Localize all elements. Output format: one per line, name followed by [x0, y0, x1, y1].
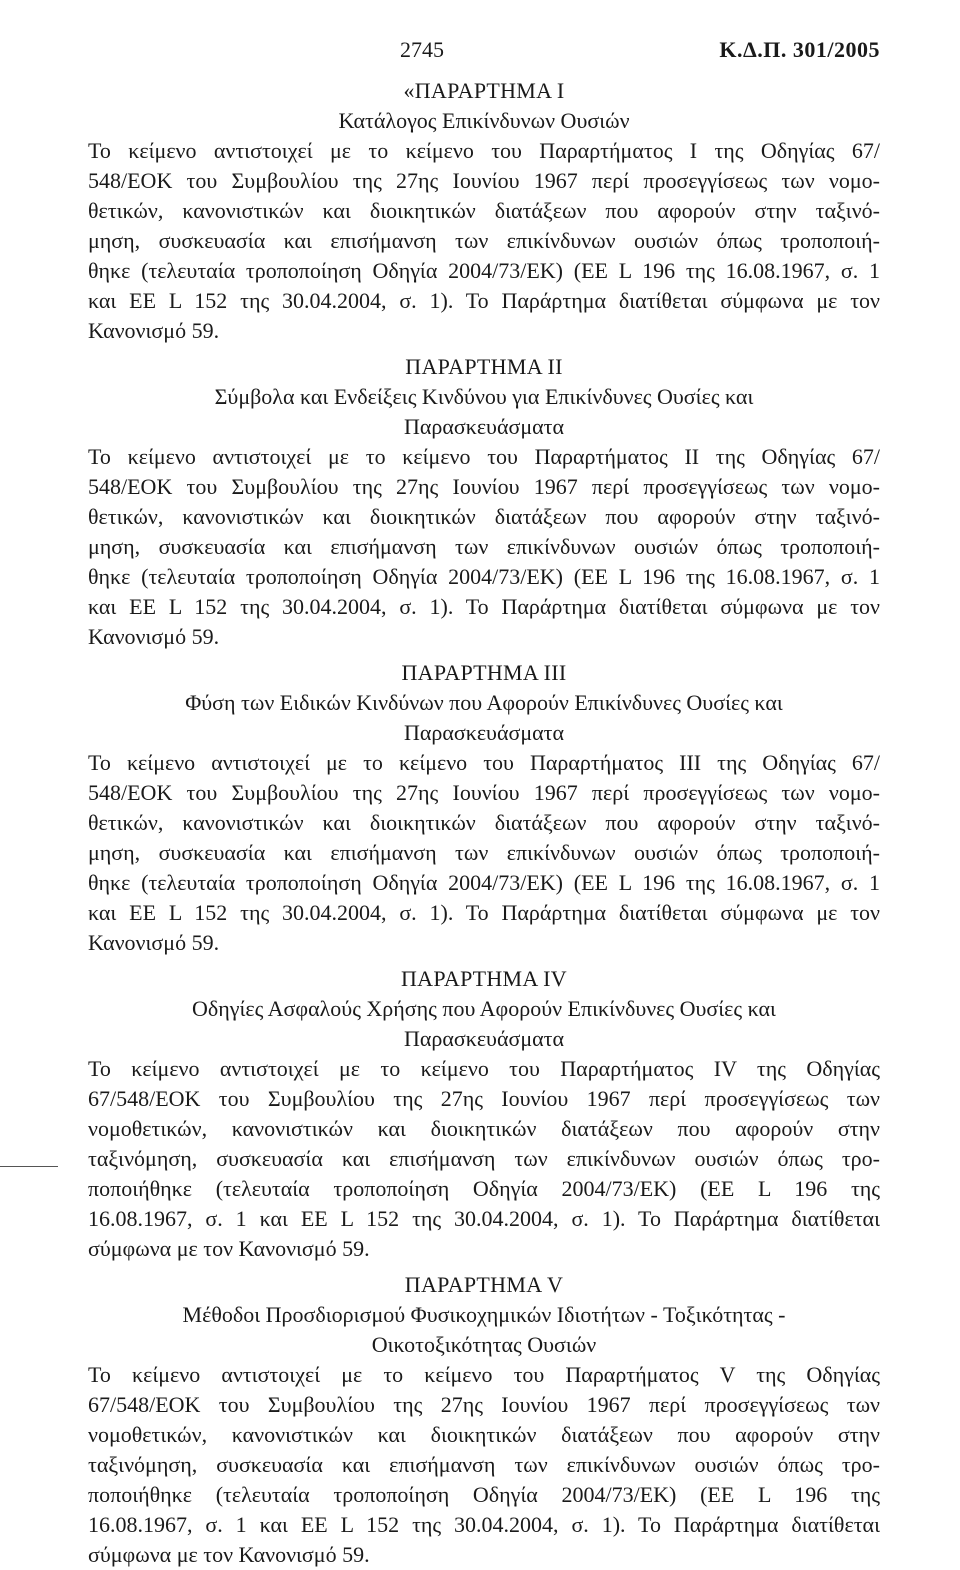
annex-section: [88, 1270, 880, 1570]
annex-body: [88, 1360, 880, 1570]
annex-body: [88, 1054, 880, 1264]
annex-body-line: ποποιήθηκε (τελευταία τροποποίηση Οδηγία 2004/73/ΕΚ) (ΕΕ L 196 της: [88, 1482, 880, 1507]
annex-body-line: μηση, συσκευασία και επισήμανση των επικίνδυνων ουσιών όπως τροποποιή-: [88, 534, 880, 559]
annex-body-line: σύμφωνα με τον Κανονισμό 59.: [88, 1542, 370, 1567]
journal-reference: Κ.Δ.Π. 301/2005: [719, 37, 880, 62]
annex-body-line: και ΕΕ L 152 της 30.04.2004, σ. 1). Το Παράρτημα διατίθεται σύμφωνα με τον: [88, 900, 880, 925]
annex-section: [88, 658, 880, 958]
annex-title: «ΠΑΡΑΡΤΗΜΑ Ι: [403, 78, 565, 103]
annex-body-line: Κανονισμό 59.: [88, 318, 220, 343]
annex-body-line: Κανονισμό 59.: [88, 624, 220, 649]
annex-body-line: θηκε (τελευταία τροποποίηση Οδηγία 2004/73/ΕΚ) (ΕΕ L 196 της 16.08.1967, σ. 1: [88, 564, 880, 589]
annex-section: [88, 352, 880, 652]
annex-body-line: θετικών, κανονιστικών και διοικητικών διατάξεων που αφορούν στην ταξινό-: [88, 198, 880, 223]
annex-body-line: Το κείμενο αντιστοιχεί με το κείμενο του Παραρτήματος V της Οδηγίας: [88, 1362, 880, 1387]
annex-subtitle-line: Μέθοδοι Προσδιορισμού Φυσικοχημικών Ιδιοτήτων - Τοξικότητας -: [182, 1302, 786, 1327]
annex-body-line: 67/548/ΕΟΚ του Συμβουλίου της 27ης Ιουνίου 1967 περί προσεγγίσεως των: [88, 1086, 880, 1111]
annex-subtitle-line: Φύση των Ειδικών Κινδύνων που Αφορούν Επικίνδυνες Ουσίες και: [185, 690, 783, 715]
document-page: [88, 36, 880, 1570]
annex-title: ΠΑΡΑΡΤΗΜΑ ΙΙ: [405, 354, 563, 379]
annex-body-line: θηκε (τελευταία τροποποίηση Οδηγία 2004/73/ΕΚ) (ΕΕ L 196 της 16.08.1967, σ. 1: [88, 870, 880, 895]
annex-body-line: μηση, συσκευασία και επισήμανση των επικίνδυνων ουσιών όπως τροποποιή-: [88, 228, 880, 253]
page-header: [88, 36, 880, 76]
annex-body-line: 16.08.1967, σ. 1 και ΕΕ L 152 της 30.04.2004, σ. 1). Το Παράρτημα διατίθεται: [88, 1512, 880, 1537]
annex-body-line: θετικών, κανονιστικών και διοικητικών διατάξεων που αφορούν στην ταξινό-: [88, 504, 880, 529]
annex-body-line: και ΕΕ L 152 της 30.04.2004, σ. 1). Το Παράρτημα διατίθεται σύμφωνα με τον: [88, 288, 880, 313]
annex-section: [88, 76, 880, 346]
annex-body-line: θηκε (τελευταία τροποποίηση Οδηγία 2004/73/ΕΚ) (ΕΕ L 196 της 16.08.1967, σ. 1: [88, 258, 880, 283]
annex-body: [88, 442, 880, 652]
annex-title: ΠΑΡΑΡΤΗΜΑ ΙΙΙ: [401, 660, 567, 685]
annex-subtitle-line: Κατάλογος Επικίνδυνων Ουσιών: [338, 108, 630, 133]
annex-section: [88, 964, 880, 1264]
annex-body-line: ποποιήθηκε (τελευταία τροποποίηση Οδηγία 2004/73/ΕΚ) (ΕΕ L 196 της: [88, 1176, 880, 1201]
annex-body: [88, 748, 880, 958]
annex-body-line: 548/ΕΟΚ του Συμβουλίου της 27ης Ιουνίου 1967 περί προσεγγίσεως των νομο-: [88, 780, 880, 805]
annex-subtitle-line: Παρασκευάσματα: [403, 720, 565, 745]
annex-title: ΠΑΡΑΡΤΗΜΑ V: [404, 1272, 564, 1297]
annex-body-line: Το κείμενο αντιστοιχεί με το κείμενο του Παραρτήματος IV της Οδηγίας: [88, 1056, 880, 1081]
annex-body-line: νομοθετικών, κανονιστικών και διοικητικών διατάξεων που αφορούν στην: [88, 1116, 880, 1141]
annex-subtitle-line: Οικοτοξικότητας Ουσιών: [371, 1332, 597, 1357]
annex-body-line: Το κείμενο αντιστοιχεί με το κείμενο του Παραρτήματος ΙΙ της Οδηγίας 67/: [88, 444, 880, 469]
annex-body-line: μηση, συσκευασία και επισήμανση των επικίνδυνων ουσιών όπως τροποποιή-: [88, 840, 880, 865]
annex-list: [88, 76, 880, 1570]
annex-body-line: 67/548/ΕΟΚ του Συμβουλίου της 27ης Ιουνίου 1967 περί προσεγγίσεως των: [88, 1392, 880, 1417]
annex-title: ΠΑΡΑΡΤΗΜΑ IV: [400, 966, 567, 991]
annex-body-line: σύμφωνα με τον Κανονισμό 59.: [88, 1236, 370, 1261]
annex-body-line: Κανονισμό 59.: [88, 930, 220, 955]
annex-subtitle-line: Παρασκευάσματα: [403, 1026, 565, 1051]
annex-subtitle-line: Οδηγίες Ασφαλούς Χρήσης που Αφορούν Επικίνδυνες Ουσίες και: [192, 996, 776, 1021]
annex-body-line: νομοθετικών, κανονιστικών και διοικητικών διατάξεων που αφορούν στην: [88, 1422, 880, 1447]
page-number: 2745: [400, 37, 444, 62]
annex-body-line: και ΕΕ L 152 της 30.04.2004, σ. 1). Το Παράρτημα διατίθεται σύμφωνα με τον: [88, 594, 880, 619]
annex-body-line: 16.08.1967, σ. 1 και ΕΕ L 152 της 30.04.2004, σ. 1). Το Παράρτημα διατίθεται: [88, 1206, 880, 1231]
annex-body: [88, 136, 880, 346]
margin-rule: [0, 1166, 58, 1167]
annex-body-line: Το κείμενο αντιστοιχεί με το κείμενο του Παραρτήματος ΙΙΙ της Οδηγίας 67/: [88, 750, 880, 775]
annex-body-line: 548/ΕΟΚ του Συμβουλίου της 27ης Ιουνίου 1967 περί προσεγγίσεως των νομο-: [88, 474, 880, 499]
annex-body-line: ταξινόμηση, συσκευασία και επισήμανση των επικίνδυνων ουσιών όπως τρο-: [88, 1146, 880, 1171]
annex-subtitle-line: Παρασκευάσματα: [403, 414, 565, 439]
annex-body-line: 548/ΕΟΚ του Συμβουλίου της 27ης Ιουνίου 1967 περί προσεγγίσεως των νομο-: [88, 168, 880, 193]
annex-body-line: ταξινόμηση, συσκευασία και επισήμανση των επικίνδυνων ουσιών όπως τρο-: [88, 1452, 880, 1477]
annex-body-line: Το κείμενο αντιστοιχεί με το κείμενο του Παραρτήματος Ι της Οδηγίας 67/: [88, 138, 880, 163]
annex-body-line: θετικών, κανονιστικών και διοικητικών διατάξεων που αφορούν στην ταξινό-: [88, 810, 880, 835]
annex-subtitle-line: Σύμβολα και Ενδείξεις Κινδύνου για Επικίνδυνες Ουσίες και: [214, 384, 754, 409]
